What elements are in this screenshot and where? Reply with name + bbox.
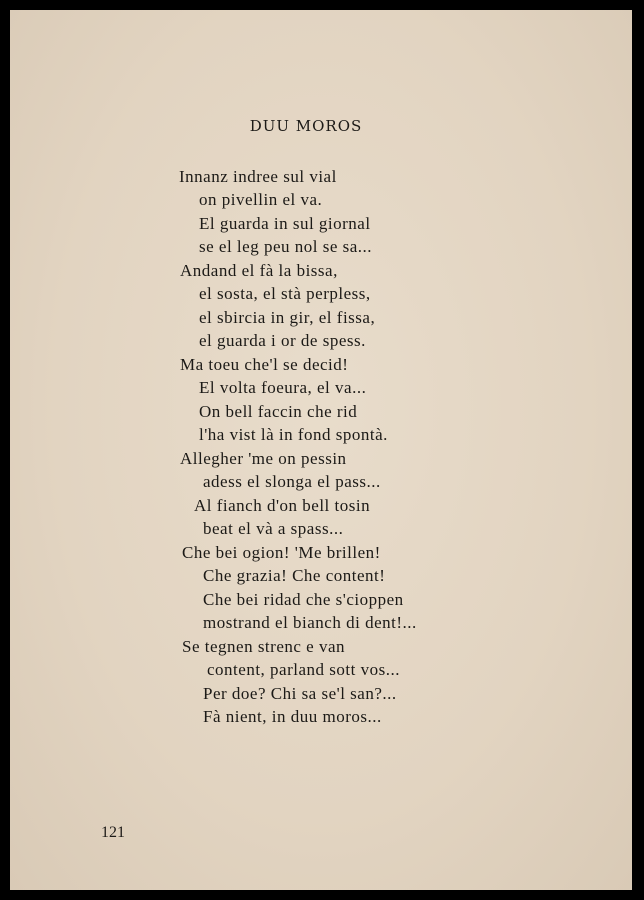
poem-line: Fà nient, in duu moros... — [203, 707, 382, 726]
poem-line: on pivellin el va. — [199, 190, 323, 209]
poem-line: se el leg peu nol se sa... — [199, 237, 373, 256]
poem-line: El guarda in sul giornal — [199, 214, 371, 233]
poem-line: Innanz indree sul vial — [179, 167, 337, 186]
poem-line: El volta foeura, el va... — [199, 378, 367, 397]
book-page — [10, 10, 632, 890]
poem-line: Andand el fà la bissa, — [180, 261, 338, 280]
poem-line: l'ha vist là in fond spontà. — [199, 425, 388, 444]
poem-line: el sosta, el stà perpless, — [199, 284, 371, 303]
poem-line: el guarda i or de spess. — [199, 331, 366, 350]
poem-line: Che grazia! Che content! — [203, 566, 386, 585]
poem-line: Al fianch d'on bell tosin — [194, 496, 371, 515]
poem-line: On bell faccin che rid — [199, 402, 358, 421]
poem-line: Che bei ridad che s'cioppen — [203, 590, 404, 609]
poem-line: Che bei ogion! 'Me brillen! — [182, 543, 381, 562]
poem-line: Ma toeu che'l se decid! — [180, 355, 349, 374]
poem-line: Per doe? Chi sa se'l san?... — [203, 684, 397, 703]
poem-line: content, parland sott vos... — [207, 660, 400, 679]
poem-line: mostrand el bianch di dent!... — [203, 613, 417, 632]
poem-line: Se tegnen strenc e van — [182, 637, 345, 656]
poem-line: beat el và a spass... — [203, 519, 344, 538]
page-number: 121 — [101, 824, 125, 841]
poem-line: el sbircia in gir, el fissa, — [199, 308, 376, 327]
poem-line: Allegher 'me on pessin — [180, 449, 347, 468]
poem-line: adess el slonga el pass... — [203, 472, 381, 491]
poem-title: DUU MOROS — [249, 117, 363, 135]
